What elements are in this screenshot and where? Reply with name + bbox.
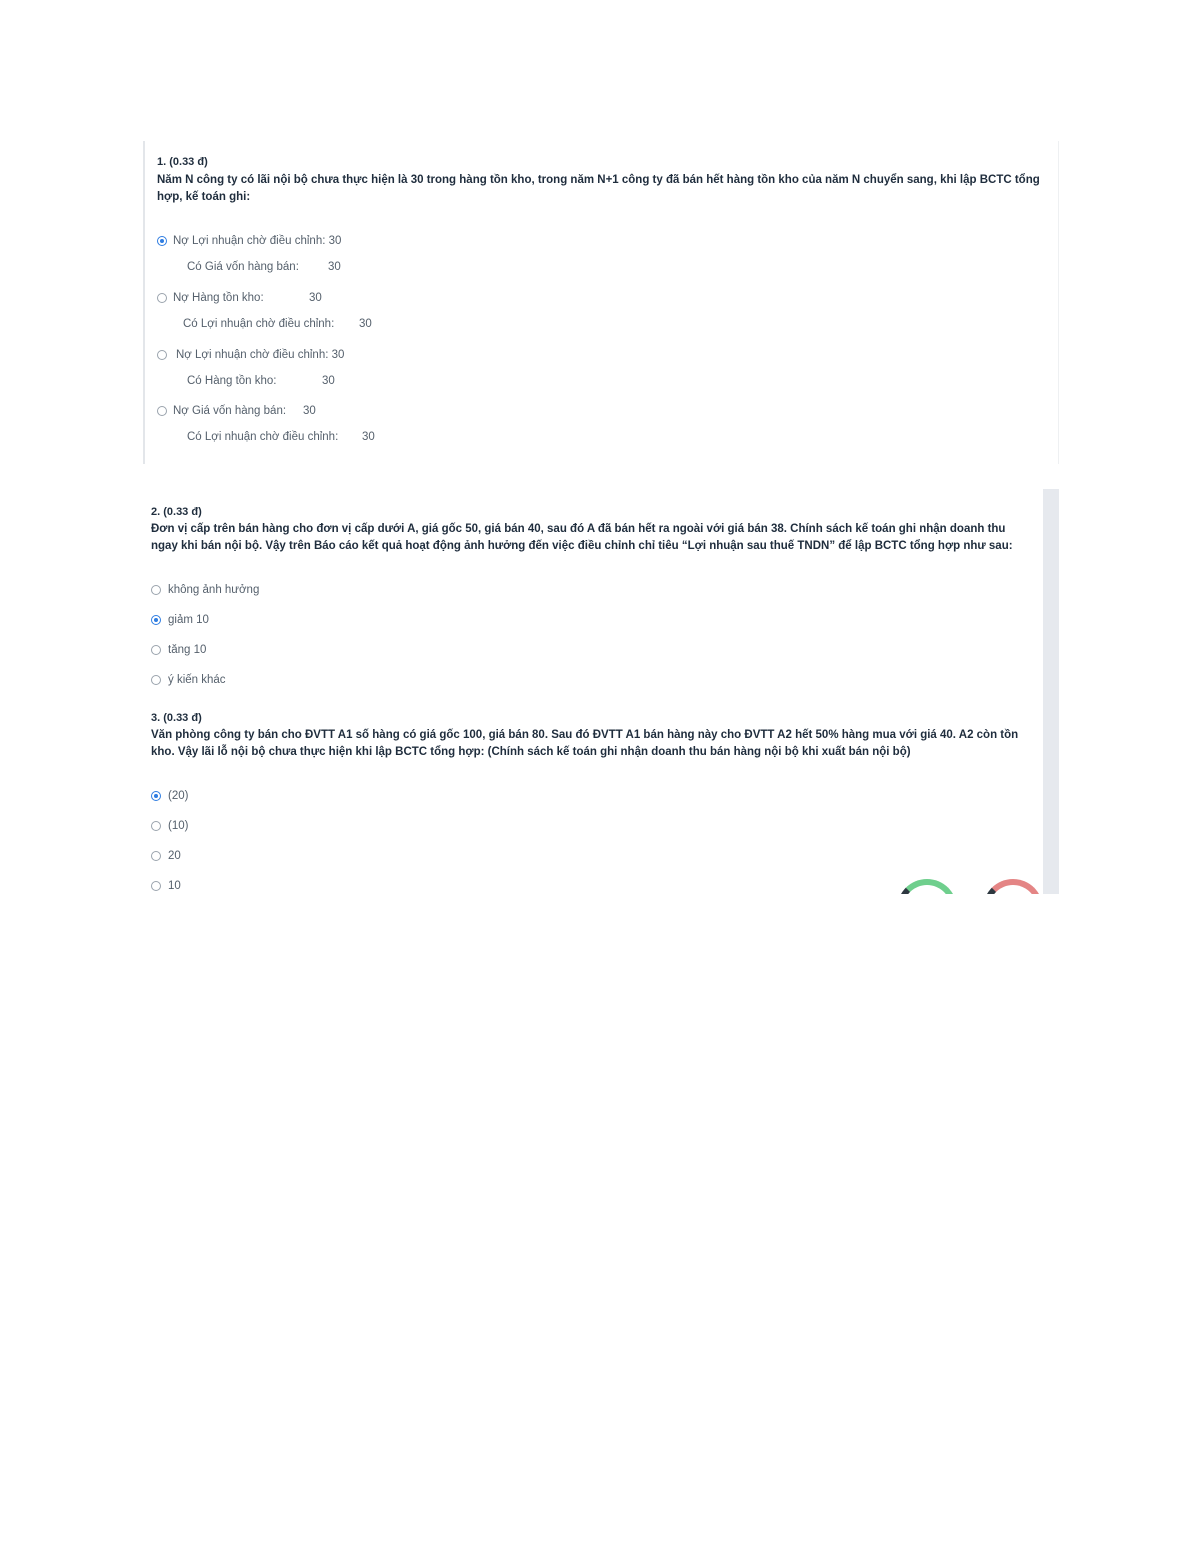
question-3-number: 3. (0.33 đ): [151, 712, 202, 724]
question-1-panel: [143, 141, 1059, 464]
q1-option-4-debit[interactable]: Nợ Giá vốn hàng bán:: [173, 405, 287, 417]
q1-option-4-credit-value: 30: [362, 431, 375, 443]
q2-option-3-label[interactable]: tăng 10: [168, 644, 207, 656]
q1-option-2-radio[interactable]: [157, 293, 167, 303]
q1-option-3-credit: Có Hàng tồn kho:: [187, 375, 277, 387]
q2-option-3-radio[interactable]: [151, 645, 161, 655]
q1-option-3-credit-value: 30: [322, 375, 335, 387]
q1-option-1-radio[interactable]: [157, 236, 167, 246]
q1-option-3-debit[interactable]: Nợ Lợi nhuận chờ điều chỉnh: 30: [176, 349, 345, 361]
q1-option-2-credit: Có Lợi nhuận chờ điều chỉnh:: [183, 318, 335, 330]
question-2-3-panel: [143, 489, 1059, 894]
q3-option-2-radio[interactable]: [151, 821, 161, 831]
q3-option-4-radio[interactable]: [151, 881, 161, 891]
q2-option-4-label[interactable]: ý kiến khác: [168, 674, 226, 686]
q1-option-1-credit-value: 30: [328, 261, 341, 273]
q1-option-4-radio[interactable]: [157, 406, 167, 416]
question-2-text: Đơn vị cấp trên bán hàng cho đơn vị cấp dưới A, giá gốc 50, giá bán 40, sau đó A đã bán hết ra ngoài với giá bán 38. Chính sách kế toán ghi nhận doanh thu ngay khi bán nội bộ. Vậy trên Báo cáo kết quả hoạt động ảnh hưởng đến việc điều chỉnh chỉ tiêu “Lợi nhuận sau thuế TNDN” để lập BCTC tổng hợp như sau:: [151, 523, 1013, 552]
q3-option-2-label[interactable]: (10): [168, 820, 189, 832]
q1-option-4-debit-value: 30: [303, 405, 316, 417]
q1-option-1-debit[interactable]: Nợ Lợi nhuận chờ điều chỉnh: 30: [173, 235, 342, 247]
q2-option-1-radio[interactable]: [151, 585, 161, 595]
correct-gauge-icon: [897, 879, 957, 894]
q1-option-2-debit[interactable]: Nợ Hàng tồn kho:: [173, 292, 264, 304]
q2-option-4-radio[interactable]: [151, 675, 161, 685]
question-2-number: 2. (0.33 đ): [151, 506, 202, 518]
question-1-text: Năm N công ty có lãi nội bộ chưa thực hiện là 30 trong hàng tồn kho, trong năm N+1 công ty đã bán hết hàng tồn kho của năm N chuyển sang, khi lập BCTC tổng hợp, kế toán ghi:: [157, 174, 1040, 203]
q1-option-3-radio[interactable]: [157, 350, 167, 360]
scrollbar-track[interactable]: [1043, 489, 1059, 894]
q2-option-2-label[interactable]: giảm 10: [168, 614, 209, 626]
q1-option-2-debit-value: 30: [309, 292, 322, 304]
question-3-text: Văn phòng công ty bán cho ĐVTT A1 số hàng có giá gốc 100, giá bán 80. Sau đó ĐVTT A1 bán hàng này cho ĐVTT A2 hết 50% hàng mua với giá 40. A2 còn tồn kho. Vậy lãi lỗ nội bộ chưa thực hiện khi lập BCTC tổng hợp: (Chính sách kế toán ghi nhận doanh thu bán hàng nội bộ khi xuất bán nội bộ): [151, 729, 1019, 758]
question-1-number: 1. (0.33 đ): [157, 156, 208, 168]
q1-option-4-credit: Có Lợi nhuận chờ điều chỉnh:: [187, 431, 339, 443]
q1-option-2-credit-value: 30: [359, 318, 372, 330]
q3-option-3-label[interactable]: 20: [168, 850, 181, 862]
q2-option-1-label[interactable]: không ảnh hưởng: [168, 584, 260, 596]
q3-option-1-label[interactable]: (20): [168, 790, 189, 802]
q2-option-2-radio[interactable]: [151, 615, 161, 625]
q3-option-3-radio[interactable]: [151, 851, 161, 861]
q1-option-1-credit: Có Giá vốn hàng bán:: [187, 261, 299, 273]
incorrect-gauge-icon: [983, 879, 1043, 894]
q3-option-4-label[interactable]: 10: [168, 880, 181, 892]
q3-option-1-radio[interactable]: [151, 791, 161, 801]
